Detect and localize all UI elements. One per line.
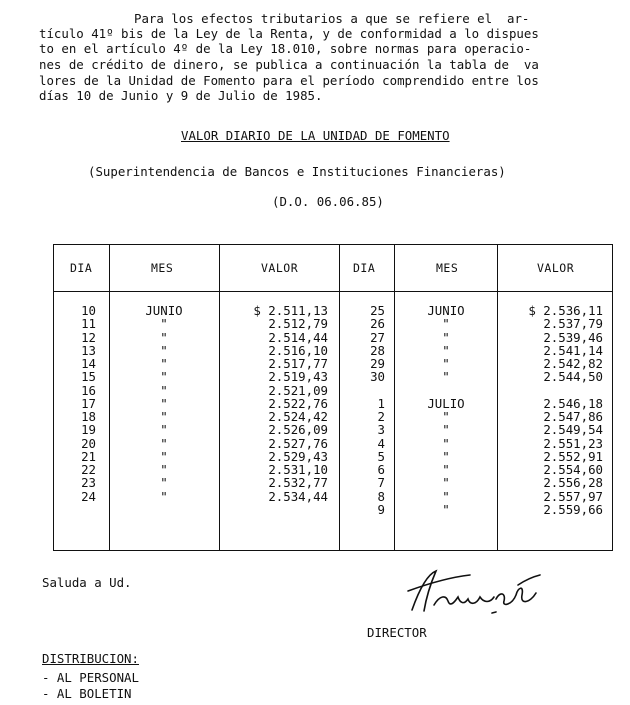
table-cell-valor: 2.512,79 <box>268 316 328 332</box>
table-cell-valor: 2.549,54 <box>543 422 603 438</box>
table-cell-mes: " <box>160 342 168 358</box>
table-cell-dia: 12 <box>81 329 96 345</box>
table-cell-mes: JUNIO <box>427 303 465 318</box>
table-cell-valor: 2.557,97 <box>543 488 603 504</box>
header-mes-left: MES <box>151 261 174 275</box>
table-cell-dia: 14 <box>81 356 96 371</box>
table-cell-dia: 23 <box>81 475 96 491</box>
table-cell-mes: " <box>160 316 168 332</box>
table-cell-mes: " <box>160 369 168 385</box>
header-dia-right: DIA <box>353 261 376 275</box>
table-cell-valor: 2.544,50 <box>543 369 603 385</box>
table-cell-dia: 17 <box>81 395 96 411</box>
table-cell-dia: 6 <box>377 462 385 477</box>
distribution-item: - AL BOLETIN <box>42 686 132 701</box>
table-cell-dia: 30 <box>370 369 385 385</box>
date-reference: (D.O. 06.06.85) <box>272 194 384 209</box>
source-line: (Superintendencia de Bancos e Instituciones Financieras) <box>88 164 506 179</box>
table-cell-dia: 7 <box>377 475 385 491</box>
table-cell-dia: 27 <box>370 329 385 345</box>
table-cell-valor: $ 2.536,11 <box>528 303 603 318</box>
table-cell-dia: 11 <box>81 316 96 332</box>
table-cell-valor: $ 2.511,13 <box>253 303 328 318</box>
table-cell-valor: 2.552,91 <box>543 448 603 464</box>
table-cell-valor: 2.517,77 <box>268 356 328 371</box>
distribution-item: - AL PERSONAL <box>42 670 139 685</box>
table-cell-valor: 2.537,79 <box>543 316 603 332</box>
table-cell-mes: " <box>442 342 450 358</box>
table-cell-mes: " <box>160 475 168 491</box>
table-cell-dia: 18 <box>81 409 96 424</box>
table-cell-valor: 2.556,28 <box>543 475 603 491</box>
table-cell-mes: " <box>160 382 168 398</box>
table-cell-mes: " <box>442 316 450 332</box>
table-cell-valor: 2.551,23 <box>543 435 603 451</box>
table-cell-dia: 28 <box>370 342 385 358</box>
table-cell-dia: 22 <box>81 462 96 477</box>
table-cell-mes: JUNIO <box>145 303 183 318</box>
table-cell-mes: " <box>160 488 168 504</box>
closing-salutation: Saluda a Ud. <box>42 575 132 590</box>
table-cell-dia: 3 <box>377 422 385 438</box>
table-cell-mes: " <box>160 435 168 451</box>
table-cell-dia: 26 <box>370 316 385 332</box>
table-cell-valor: 2.519,43 <box>268 369 328 385</box>
table-cell-dia: 25 <box>370 303 385 318</box>
table-cell-valor: 2.559,66 <box>543 501 603 517</box>
table-cell-mes: " <box>442 369 450 385</box>
table-cell-mes: " <box>442 475 450 491</box>
table-cell-mes: " <box>442 356 450 371</box>
header-dia-left: DIA <box>70 261 93 275</box>
table-cell-valor: 2.547,86 <box>543 409 603 424</box>
table-cell-mes: " <box>160 422 168 438</box>
intro-line-5: lores de la Unidad de Fomento para el período comprendido entre los <box>39 73 539 88</box>
distribution-title: DISTRIBUCION: <box>42 651 139 666</box>
table-cell-valor: 2.541,14 <box>543 342 603 358</box>
uf-values-table <box>53 244 613 551</box>
table-cell-mes: " <box>160 395 168 411</box>
table-cell-mes: " <box>442 462 450 477</box>
signature-title: DIRECTOR <box>367 625 427 640</box>
table-cell-valor: 2.524,42 <box>268 409 328 424</box>
table-cell-valor: 2.546,18 <box>543 395 603 411</box>
table-cell-valor: 2.539,46 <box>543 329 603 345</box>
table-cell-mes: " <box>442 409 450 424</box>
table-cell-mes: " <box>160 462 168 477</box>
table-cell-mes: " <box>160 356 168 371</box>
table-cell-valor: 2.542,82 <box>543 356 603 371</box>
table-cell-valor: 2.529,43 <box>268 448 328 464</box>
table-cell-mes: " <box>442 501 450 517</box>
table-cell-mes: " <box>442 488 450 504</box>
table-cell-valor: 2.554,60 <box>543 462 603 477</box>
intro-line-2: tículo 41º bis de la Ley de la Renta, y de conformidad a lo dispues <box>39 26 539 41</box>
table-cell-dia: 24 <box>81 488 96 504</box>
table-cell-dia: 1 <box>377 395 385 411</box>
table-cell-dia: 4 <box>377 435 385 451</box>
table-cell-mes: " <box>442 422 450 438</box>
table-cell-mes: " <box>442 329 450 345</box>
table-heading: VALOR DIARIO DE LA UNIDAD DE FOMENTO <box>181 128 450 143</box>
table-cell-mes: " <box>160 329 168 345</box>
table-cell-dia: 13 <box>81 342 96 358</box>
table-cell-mes: " <box>442 435 450 451</box>
table-cell-dia: 8 <box>377 488 385 504</box>
table-cell-mes: JULIO <box>427 395 465 411</box>
table-cell-dia: 20 <box>81 435 96 451</box>
table-cell-valor: 2.514,44 <box>268 329 328 345</box>
header-valor-left: VALOR <box>261 261 299 275</box>
table-cell-dia: 16 <box>81 382 96 398</box>
intro-line-4: nes de crédito de dinero, se publica a continuación la tabla de va <box>39 57 539 72</box>
intro-line-1: Para los efectos tributarios a que se refiere el ar- <box>134 11 530 26</box>
table-cell-valor: 2.521,09 <box>268 382 328 398</box>
table-cell-valor: 2.527,76 <box>268 435 328 451</box>
table-cell-valor: 2.516,10 <box>268 342 328 358</box>
table-cell-mes: " <box>160 409 168 424</box>
table-cell-valor: 2.532,77 <box>268 475 328 491</box>
table-cell-valor: 2.534,44 <box>268 488 328 504</box>
table-cell-valor: 2.526,09 <box>268 422 328 438</box>
table-cell-dia: 5 <box>377 448 385 464</box>
table-cell-dia: 15 <box>81 369 96 385</box>
table-cell-dia: 29 <box>370 356 385 371</box>
table-cell-valor: 2.522,76 <box>268 395 328 411</box>
table-cell-mes: " <box>442 448 450 464</box>
intro-line-3: to en el artículo 4º de la Ley 18.010, sobre normas para operacio- <box>39 41 532 56</box>
intro-line-6: días 10 de Junio y 9 de Julio de 1985. <box>39 88 323 103</box>
table-cell-dia: 19 <box>81 422 96 438</box>
table-cell-dia: 2 <box>377 409 385 424</box>
director-signature <box>400 565 555 620</box>
table-cell-dia: 9 <box>377 501 385 517</box>
header-mes-right: MES <box>436 261 459 275</box>
table-cell-mes: " <box>160 448 168 464</box>
header-valor-right: VALOR <box>537 261 575 275</box>
table-cell-valor: 2.531,10 <box>268 462 328 477</box>
table-cell-dia: 10 <box>81 303 96 318</box>
table-cell-dia: 21 <box>81 448 96 464</box>
